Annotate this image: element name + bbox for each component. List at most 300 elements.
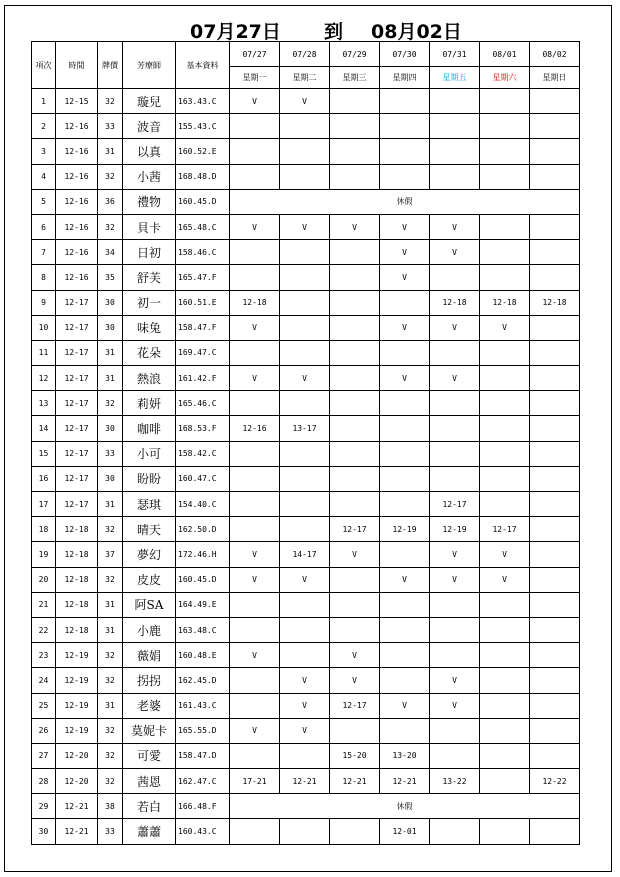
table-row bbox=[32, 340, 580, 365]
row-info: 158.47.D bbox=[176, 743, 230, 768]
row-day-cell bbox=[380, 391, 430, 416]
row-day-cell bbox=[230, 743, 280, 768]
row-day-cell: 13-22 bbox=[430, 769, 480, 794]
row-day-cell: 17-21 bbox=[230, 769, 280, 794]
row-time: 12-16 bbox=[56, 164, 98, 189]
row-day-cell bbox=[480, 693, 530, 718]
row-day-cell bbox=[380, 290, 430, 315]
header-date: 07/27 bbox=[230, 42, 280, 67]
row-day-cell bbox=[330, 617, 380, 642]
row-day-cell: V bbox=[380, 240, 430, 265]
row-time: 12-16 bbox=[56, 114, 98, 139]
header-date: 07/31 bbox=[430, 42, 480, 67]
row-day-cell bbox=[430, 592, 480, 617]
row-badge: 38 bbox=[98, 794, 123, 819]
row-info: 165.48.C bbox=[176, 214, 230, 239]
row-day-cell bbox=[330, 416, 380, 441]
row-day-cell bbox=[530, 693, 580, 718]
row-name: 禮物 bbox=[123, 189, 176, 214]
table-row bbox=[32, 315, 580, 340]
header-date: 07/28 bbox=[280, 42, 330, 67]
row-day-cell bbox=[330, 492, 380, 517]
table-row bbox=[32, 189, 580, 214]
row-info: 158.47.F bbox=[176, 315, 230, 340]
row-day-cell bbox=[330, 567, 380, 592]
row-day-cell bbox=[430, 617, 480, 642]
row-name: 薇娟 bbox=[123, 643, 176, 668]
row-info: 168.53.F bbox=[176, 416, 230, 441]
row-index: 12 bbox=[32, 366, 56, 391]
table-row bbox=[32, 819, 580, 844]
table-row bbox=[32, 693, 580, 718]
row-day-cell: V bbox=[430, 366, 480, 391]
row-name: 莫妮卡 bbox=[123, 718, 176, 743]
row-day-cell bbox=[430, 466, 480, 491]
row-index: 28 bbox=[32, 769, 56, 794]
row-name: 阿SA bbox=[123, 592, 176, 617]
row-day-cell bbox=[230, 617, 280, 642]
title-end-date: 08月02日 bbox=[371, 21, 462, 43]
row-day-cell: V bbox=[330, 643, 380, 668]
row-day-cell bbox=[280, 265, 330, 290]
row-name: 拐拐 bbox=[123, 668, 176, 693]
row-name: 初一 bbox=[123, 290, 176, 315]
row-day-cell bbox=[380, 416, 430, 441]
row-day-cell: V bbox=[430, 693, 480, 718]
row-day-cell bbox=[230, 592, 280, 617]
row-day-cell bbox=[480, 743, 530, 768]
row-index: 20 bbox=[32, 567, 56, 592]
row-info: 160.45.D bbox=[176, 567, 230, 592]
row-day-cell bbox=[480, 265, 530, 290]
row-info: 165.46.C bbox=[176, 391, 230, 416]
header-date: 07/29 bbox=[330, 42, 380, 67]
row-info: 155.43.C bbox=[176, 114, 230, 139]
row-day-cell bbox=[280, 315, 330, 340]
row-day-cell bbox=[480, 441, 530, 466]
row-time: 12-17 bbox=[56, 391, 98, 416]
row-index: 1 bbox=[32, 89, 56, 114]
row-badge: 31 bbox=[98, 592, 123, 617]
row-day-cell bbox=[280, 466, 330, 491]
row-day-cell: V bbox=[480, 315, 530, 340]
row-day-cell: 15-20 bbox=[330, 743, 380, 768]
row-name: 瑟琪 bbox=[123, 492, 176, 517]
row-name: 小鹿 bbox=[123, 617, 176, 642]
row-day-cell: V bbox=[430, 542, 480, 567]
row-day-cell bbox=[530, 743, 580, 768]
row-info: 154.40.C bbox=[176, 492, 230, 517]
row-index: 21 bbox=[32, 592, 56, 617]
row-day-cell: 14-17 bbox=[280, 542, 330, 567]
row-day-cell: 12-21 bbox=[380, 769, 430, 794]
table-row bbox=[32, 718, 580, 743]
row-time: 12-17 bbox=[56, 441, 98, 466]
header-weekday-friday: 星期五 bbox=[430, 67, 480, 89]
row-badge: 31 bbox=[98, 366, 123, 391]
row-day-cell bbox=[380, 164, 430, 189]
row-day-cell bbox=[280, 743, 330, 768]
row-badge: 32 bbox=[98, 517, 123, 542]
row-day-cell: V bbox=[230, 366, 280, 391]
row-index: 25 bbox=[32, 693, 56, 718]
row-index: 30 bbox=[32, 819, 56, 844]
table-row bbox=[32, 466, 580, 491]
table-row bbox=[32, 214, 580, 239]
row-day-cell bbox=[430, 416, 480, 441]
row-index: 19 bbox=[32, 542, 56, 567]
row-day-cell bbox=[330, 340, 380, 365]
table-row bbox=[32, 517, 580, 542]
header-date: 08/01 bbox=[480, 42, 530, 67]
row-day-cell bbox=[330, 441, 380, 466]
row-info: 162.50.D bbox=[176, 517, 230, 542]
header-info: 基本資料 bbox=[176, 42, 230, 89]
table-row bbox=[32, 592, 580, 617]
row-day-cell bbox=[430, 743, 480, 768]
row-index: 10 bbox=[32, 315, 56, 340]
row-day-cell bbox=[480, 617, 530, 642]
row-badge: 32 bbox=[98, 391, 123, 416]
row-name: 莉妍 bbox=[123, 391, 176, 416]
row-day-cell bbox=[280, 492, 330, 517]
row-day-cell bbox=[230, 114, 280, 139]
table-row bbox=[32, 492, 580, 517]
row-day-cell bbox=[330, 290, 380, 315]
row-day-cell bbox=[530, 466, 580, 491]
row-day-cell bbox=[380, 617, 430, 642]
row-time: 12-18 bbox=[56, 617, 98, 642]
row-day-cell bbox=[330, 240, 380, 265]
row-day-cell: V bbox=[380, 693, 430, 718]
row-day-cell bbox=[530, 340, 580, 365]
row-info: 161.42.F bbox=[176, 366, 230, 391]
row-day-cell bbox=[430, 718, 480, 743]
row-day-cell bbox=[530, 315, 580, 340]
table-row bbox=[32, 743, 580, 768]
row-badge: 31 bbox=[98, 617, 123, 642]
row-day-cell: V bbox=[230, 718, 280, 743]
row-day-cell: 12-17 bbox=[430, 492, 480, 517]
table-row bbox=[32, 366, 580, 391]
row-day-cell bbox=[230, 517, 280, 542]
row-index: 14 bbox=[32, 416, 56, 441]
row-day-cell: V bbox=[430, 214, 480, 239]
title-start-date: 07月27日 bbox=[190, 21, 281, 43]
row-info: 160.52.E bbox=[176, 139, 230, 164]
row-day-cell bbox=[430, 643, 480, 668]
row-day-cell bbox=[530, 517, 580, 542]
row-name: 夢幻 bbox=[123, 542, 176, 567]
row-day-cell bbox=[330, 819, 380, 844]
row-day-cell bbox=[230, 693, 280, 718]
row-badge: 31 bbox=[98, 693, 123, 718]
row-index: 18 bbox=[32, 517, 56, 542]
row-index: 5 bbox=[32, 189, 56, 214]
row-day-cell bbox=[430, 139, 480, 164]
row-name: 波音 bbox=[123, 114, 176, 139]
row-info: 163.48.C bbox=[176, 617, 230, 642]
row-day-cell bbox=[430, 819, 480, 844]
row-time: 12-16 bbox=[56, 189, 98, 214]
row-info: 169.47.C bbox=[176, 340, 230, 365]
row-day-cell bbox=[480, 819, 530, 844]
header-weekday: 星期二 bbox=[280, 67, 330, 89]
row-day-cell bbox=[530, 592, 580, 617]
row-index: 9 bbox=[32, 290, 56, 315]
row-day-cell bbox=[230, 668, 280, 693]
row-day-cell bbox=[480, 366, 530, 391]
row-time: 12-16 bbox=[56, 265, 98, 290]
row-day-cell bbox=[480, 466, 530, 491]
row-info: 165.55.D bbox=[176, 718, 230, 743]
row-day-cell bbox=[330, 164, 380, 189]
row-day-cell bbox=[380, 492, 430, 517]
row-badge: 32 bbox=[98, 89, 123, 114]
row-day-cell: V bbox=[280, 718, 330, 743]
row-day-cell bbox=[530, 416, 580, 441]
row-time: 12-18 bbox=[56, 592, 98, 617]
row-index: 6 bbox=[32, 214, 56, 239]
row-day-cell: V bbox=[380, 315, 430, 340]
row-time: 12-17 bbox=[56, 315, 98, 340]
row-day-cell bbox=[430, 164, 480, 189]
row-info: 160.45.D bbox=[176, 189, 230, 214]
row-day-cell bbox=[280, 340, 330, 365]
row-time: 12-20 bbox=[56, 743, 98, 768]
row-day-cell: 12-17 bbox=[480, 517, 530, 542]
row-day-cell bbox=[430, 340, 480, 365]
table-row bbox=[32, 617, 580, 642]
row-time: 12-17 bbox=[56, 466, 98, 491]
row-day-cell bbox=[230, 164, 280, 189]
row-day-cell: 12-21 bbox=[330, 769, 380, 794]
row-day-cell bbox=[280, 643, 330, 668]
row-day-cell: 12-01 bbox=[380, 819, 430, 844]
row-index: 16 bbox=[32, 466, 56, 491]
row-day-cell bbox=[530, 391, 580, 416]
table-row bbox=[32, 265, 580, 290]
row-info: 160.48.E bbox=[176, 643, 230, 668]
row-day-cell bbox=[380, 592, 430, 617]
row-badge: 32 bbox=[98, 769, 123, 794]
row-badge: 33 bbox=[98, 819, 123, 844]
row-badge: 35 bbox=[98, 265, 123, 290]
row-time: 12-20 bbox=[56, 769, 98, 794]
row-index: 26 bbox=[32, 718, 56, 743]
row-info: 160.47.C bbox=[176, 466, 230, 491]
row-name: 老婆 bbox=[123, 693, 176, 718]
row-time: 12-15 bbox=[56, 89, 98, 114]
row-day-cell bbox=[230, 441, 280, 466]
row-index: 2 bbox=[32, 114, 56, 139]
schedule-title bbox=[0, 17, 620, 43]
table-row bbox=[32, 668, 580, 693]
row-day-cell: V bbox=[280, 366, 330, 391]
row-day-cell bbox=[230, 265, 280, 290]
row-day-cell bbox=[230, 240, 280, 265]
row-day-cell bbox=[530, 441, 580, 466]
table-row bbox=[32, 416, 580, 441]
row-time: 12-17 bbox=[56, 416, 98, 441]
header-name: 芳療師 bbox=[123, 42, 176, 89]
row-badge: 32 bbox=[98, 567, 123, 592]
row-day-cell bbox=[380, 114, 430, 139]
row-time: 12-19 bbox=[56, 718, 98, 743]
row-day-cell bbox=[230, 340, 280, 365]
row-day-cell: 13-17 bbox=[280, 416, 330, 441]
row-info: 163.43.C bbox=[176, 89, 230, 114]
row-day-cell bbox=[530, 240, 580, 265]
row-info: 160.43.C bbox=[176, 819, 230, 844]
row-day-cell bbox=[330, 114, 380, 139]
row-day-cell bbox=[480, 391, 530, 416]
row-index: 29 bbox=[32, 794, 56, 819]
row-time: 12-19 bbox=[56, 693, 98, 718]
row-day-cell bbox=[480, 718, 530, 743]
row-day-cell: 12-17 bbox=[330, 517, 380, 542]
row-info: 165.47.F bbox=[176, 265, 230, 290]
row-index: 15 bbox=[32, 441, 56, 466]
row-day-cell bbox=[330, 315, 380, 340]
row-badge: 32 bbox=[98, 743, 123, 768]
row-time: 12-19 bbox=[56, 643, 98, 668]
row-day-cell bbox=[330, 592, 380, 617]
row-info: 160.51.E bbox=[176, 290, 230, 315]
row-day-cell bbox=[230, 391, 280, 416]
row-time: 12-17 bbox=[56, 290, 98, 315]
row-day-cell bbox=[480, 139, 530, 164]
row-day-cell bbox=[480, 114, 530, 139]
row-day-cell: 12-19 bbox=[380, 517, 430, 542]
row-day-cell bbox=[230, 819, 280, 844]
row-name: 舒芙 bbox=[123, 265, 176, 290]
row-day-cell bbox=[480, 89, 530, 114]
row-info: 161.43.C bbox=[176, 693, 230, 718]
row-badge: 37 bbox=[98, 542, 123, 567]
header-badge: 牌價 bbox=[98, 42, 123, 89]
row-day-cell: V bbox=[280, 693, 330, 718]
table-row bbox=[32, 391, 580, 416]
row-time: 12-16 bbox=[56, 240, 98, 265]
row-index: 17 bbox=[32, 492, 56, 517]
row-name: 小可 bbox=[123, 441, 176, 466]
row-day-cell bbox=[480, 769, 530, 794]
row-day-cell bbox=[530, 214, 580, 239]
row-day-cell bbox=[230, 139, 280, 164]
header-time: 時間 bbox=[56, 42, 98, 89]
row-index: 23 bbox=[32, 643, 56, 668]
row-day-cell bbox=[530, 492, 580, 517]
row-day-cell bbox=[280, 819, 330, 844]
row-info: 162.47.C bbox=[176, 769, 230, 794]
row-badge: 36 bbox=[98, 189, 123, 214]
row-info: 172.46.H bbox=[176, 542, 230, 567]
row-index: 8 bbox=[32, 265, 56, 290]
row-badge: 31 bbox=[98, 492, 123, 517]
header-date: 08/02 bbox=[530, 42, 580, 67]
row-day-cell: V bbox=[230, 567, 280, 592]
table-row bbox=[32, 290, 580, 315]
row-badge: 32 bbox=[98, 164, 123, 189]
row-name: 可愛 bbox=[123, 743, 176, 768]
row-day-cell bbox=[380, 441, 430, 466]
header-date: 07/30 bbox=[380, 42, 430, 67]
row-day-cell bbox=[380, 340, 430, 365]
row-name: 若白 bbox=[123, 794, 176, 819]
row-day-cell bbox=[380, 542, 430, 567]
row-badge: 32 bbox=[98, 643, 123, 668]
row-day-cell bbox=[280, 164, 330, 189]
row-badge: 31 bbox=[98, 340, 123, 365]
row-day-cell bbox=[530, 265, 580, 290]
row-day-cell: V bbox=[230, 214, 280, 239]
row-day-cell: V bbox=[230, 89, 280, 114]
row-name: 花朵 bbox=[123, 340, 176, 365]
row-info: 158.46.C bbox=[176, 240, 230, 265]
row-time: 12-18 bbox=[56, 567, 98, 592]
row-info: 168.48.D bbox=[176, 164, 230, 189]
row-time: 12-19 bbox=[56, 668, 98, 693]
row-day-cell bbox=[530, 89, 580, 114]
row-day-cell bbox=[480, 214, 530, 239]
row-day-cell bbox=[530, 542, 580, 567]
row-day-cell: 12-19 bbox=[430, 517, 480, 542]
row-day-cell bbox=[430, 441, 480, 466]
table-row bbox=[32, 164, 580, 189]
row-day-cell bbox=[280, 517, 330, 542]
row-day-cell bbox=[280, 617, 330, 642]
row-day-cell bbox=[330, 718, 380, 743]
row-badge: 30 bbox=[98, 290, 123, 315]
row-name: 熱浪 bbox=[123, 366, 176, 391]
row-day-cell: V bbox=[380, 214, 430, 239]
schedule-table bbox=[31, 41, 580, 845]
row-day-cell: V bbox=[280, 89, 330, 114]
row-badge: 32 bbox=[98, 214, 123, 239]
table-row bbox=[32, 542, 580, 567]
row-day-cell: V bbox=[380, 366, 430, 391]
row-day-cell: 12-18 bbox=[480, 290, 530, 315]
row-day-cell: V bbox=[280, 567, 330, 592]
row-badge: 32 bbox=[98, 668, 123, 693]
row-day-cell bbox=[280, 240, 330, 265]
row-name: 晴天 bbox=[123, 517, 176, 542]
row-info: 166.48.F bbox=[176, 794, 230, 819]
row-badge: 33 bbox=[98, 441, 123, 466]
row-day-cell bbox=[380, 466, 430, 491]
row-day-cell bbox=[480, 164, 530, 189]
row-badge: 30 bbox=[98, 315, 123, 340]
row-badge: 33 bbox=[98, 114, 123, 139]
row-day-cell bbox=[480, 340, 530, 365]
header-weekday: 星期日 bbox=[530, 67, 580, 89]
row-name: 璇兒 bbox=[123, 89, 176, 114]
row-name: 貝卡 bbox=[123, 214, 176, 239]
row-day-cell bbox=[330, 466, 380, 491]
row-name: 蕭蕭 bbox=[123, 819, 176, 844]
row-day-cell bbox=[530, 617, 580, 642]
row-index: 4 bbox=[32, 164, 56, 189]
row-day-cell bbox=[230, 466, 280, 491]
row-day-cell: V bbox=[480, 542, 530, 567]
row-day-cell: 12-18 bbox=[230, 290, 280, 315]
row-time: 12-18 bbox=[56, 542, 98, 567]
row-day-cell bbox=[530, 567, 580, 592]
row-day-cell: V bbox=[480, 567, 530, 592]
row-day-cell bbox=[280, 114, 330, 139]
row-day-cell: 12-22 bbox=[530, 769, 580, 794]
